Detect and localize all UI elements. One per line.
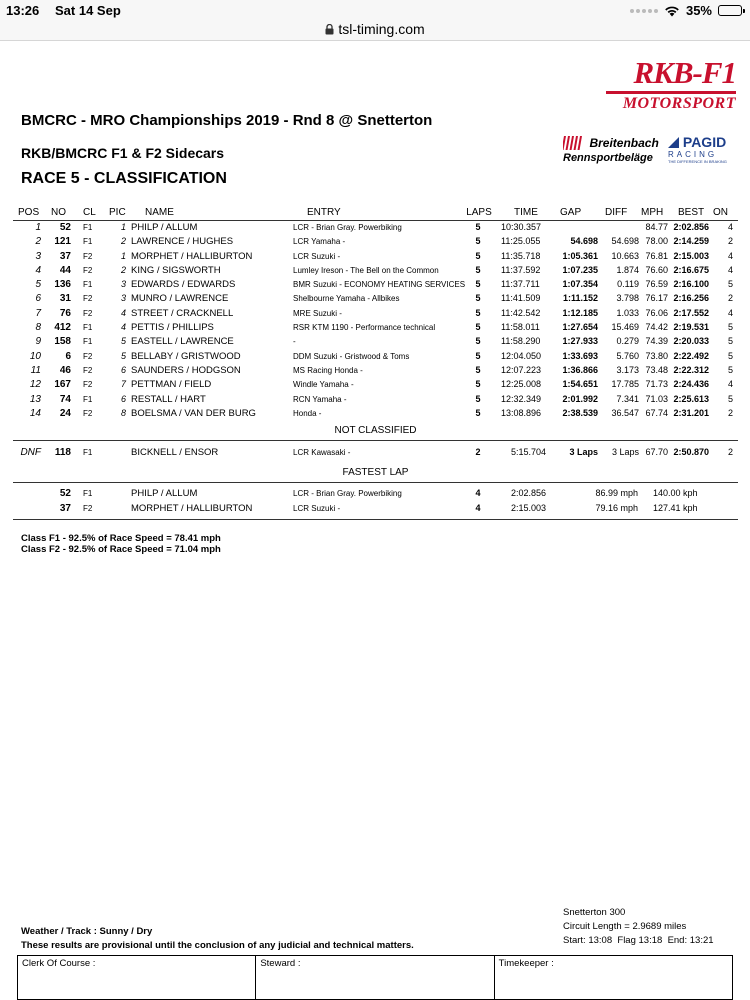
table-row: [13, 264, 738, 278]
cell-time: 11:37.711: [501, 279, 540, 290]
cell-no: 76: [59, 307, 71, 319]
cell-mph: 73.48: [645, 364, 668, 375]
cell-time: 12:25.008: [501, 379, 542, 390]
cell-name: PETTIS / PHILLIPS: [131, 322, 214, 334]
cell-entry: LCR - Brian Gray. Powerbiking: [293, 489, 402, 499]
cell-best: 2:22.312: [673, 364, 709, 375]
cell-pos: 13: [29, 393, 41, 405]
cell-best: 2:50.870: [673, 447, 709, 458]
status-date: Sat 14 Sep: [55, 3, 121, 18]
cell-best: 2:15.003: [673, 250, 709, 261]
cell-best: 2:17.552: [673, 307, 709, 318]
class-title: RKB/BMCRC F1 & F2 Sidecars: [21, 145, 225, 161]
cell-pic: 6: [120, 393, 126, 404]
table-row: [13, 292, 738, 306]
cell-no: 6: [65, 350, 71, 362]
cell-cl: F1: [83, 489, 93, 499]
cell-pic: 8: [120, 407, 126, 418]
table-row: [13, 321, 738, 335]
cell-no: 118: [54, 447, 71, 459]
cell-laps: 2: [475, 447, 481, 458]
col-entry: ENTRY: [307, 207, 341, 218]
col-diff: DIFF: [605, 207, 628, 218]
cell-entry: LCR Kawasaki -: [293, 448, 351, 458]
battery-icon: [718, 5, 742, 16]
cell-entry: LCR Suzuki -: [293, 503, 341, 513]
cell-best: 2:20.033: [673, 336, 709, 347]
cell-no: 52: [59, 222, 71, 233]
table-row: [13, 235, 738, 249]
cell-on: 2: [727, 407, 733, 418]
cell-mph: 84.77: [645, 222, 668, 232]
cell-best: 2:16.256: [673, 293, 709, 304]
cell-gap: 2:01.992: [562, 393, 598, 404]
col-gap: GAP: [560, 207, 582, 218]
cell-cl: F2: [83, 265, 93, 275]
cell-on: 5: [727, 350, 733, 361]
table-row: [13, 350, 738, 364]
cell-laps: 5: [475, 379, 481, 390]
cell-laps: 5: [475, 222, 481, 232]
cell-diff: 7.341: [616, 393, 639, 404]
cell-mph: 76.59: [645, 279, 668, 290]
wifi-icon: [664, 5, 680, 17]
cell-cl: F1: [83, 448, 93, 458]
cell-laps: 5: [475, 279, 481, 290]
cell-gap: 1:27.654: [562, 322, 598, 333]
cell-time: 10:30.357: [501, 222, 542, 232]
cell-pos: DNF: [20, 447, 41, 459]
col-laps: LAPS: [466, 207, 492, 218]
cell-name: BOELSMA / VAN DER BURG: [131, 407, 256, 419]
cell-name: MUNRO / LAWRENCE: [131, 293, 229, 305]
cell-pos: 11: [30, 364, 41, 376]
cell-no: 74: [59, 393, 71, 405]
table-row: [13, 335, 738, 349]
cell-entry: Windle Yamaha -: [293, 380, 354, 390]
cell-pos: 6: [35, 293, 41, 305]
signal-icon: [630, 9, 658, 13]
table-row: [13, 307, 738, 321]
cell-diff: 1.874: [616, 264, 639, 275]
cell-speed-mph: 86.99 mph: [595, 488, 638, 499]
cell-name: EASTELL / LAWRENCE: [131, 336, 234, 348]
breitenbach-tagline: Rennsportbeläge: [563, 152, 653, 164]
cell-entry: LCR Suzuki -: [293, 251, 341, 261]
cell-mph: 74.42: [645, 322, 668, 333]
cell-time: 12:07.223: [501, 364, 542, 375]
race-title: RACE 5 - CLASSIFICATION: [21, 170, 227, 187]
col-mph: MPH: [641, 207, 664, 218]
cell-name: LAWRENCE / HUGHES: [131, 236, 234, 248]
cell-no: 44: [59, 264, 71, 276]
cell-gap: 1:11.152: [562, 293, 598, 304]
cell-diff: 1.033: [616, 307, 639, 318]
cell-diff: 3 Laps: [611, 447, 639, 458]
cell-no: 121: [54, 236, 71, 248]
cell-diff: 15.469: [611, 322, 639, 333]
cell-name: PHILP / ALLUM: [131, 222, 198, 233]
class-f1-speed: Class F1 - 92.5% of Race Speed = 78.41 mph: [21, 533, 221, 544]
fastest-lap-heading: FASTEST LAP: [13, 463, 738, 483]
cell-entry: DDM Suzuki - Gristwood & Toms: [293, 351, 410, 361]
class-speeds: [21, 533, 221, 555]
cell-mph: 71.03: [645, 393, 668, 404]
cell-name: BICKNELL / ENSOR: [131, 447, 219, 459]
cell-gap: 1:12.185: [562, 307, 598, 318]
cell-no: 167: [54, 379, 71, 391]
cell-gap: 1:33.693: [562, 350, 598, 361]
cell-pos: 7: [35, 307, 41, 319]
table-row: [13, 364, 738, 378]
cell-on: 5: [727, 322, 733, 333]
col-time: TIME: [514, 207, 538, 218]
circuit-name: Snetterton 300: [563, 907, 626, 918]
breitenbach-name: Breitenbach: [589, 135, 659, 150]
cell-diff: 0.279: [616, 336, 639, 347]
cell-diff: 17.785: [611, 379, 639, 390]
cell-pos: 3: [35, 250, 41, 262]
fastest-lap-row: [13, 487, 738, 501]
logo-rkb-text: RKB-F1: [633, 55, 736, 90]
table-row: [13, 407, 738, 421]
cell-mph: 76.17: [645, 293, 668, 304]
cell-cl: F2: [83, 351, 93, 361]
cell-time: 11:41.509: [501, 293, 541, 304]
cell-best: 2:22.492: [673, 350, 709, 361]
cell-time: 5:15.704: [511, 447, 547, 458]
cell-diff: 36.547: [611, 407, 639, 418]
cell-cl: F2: [83, 251, 93, 261]
cell-cl: F2: [83, 308, 93, 318]
table-row: [13, 393, 738, 407]
cell-best: 2:31.201: [673, 407, 709, 418]
cell-pos: 2: [35, 236, 41, 248]
col-cl: CL: [83, 207, 96, 218]
weather-track: Weather / Track : Sunny / Dry: [21, 926, 153, 937]
cell-pos: 9: [35, 336, 41, 348]
cell-time: 11:25.055: [501, 236, 541, 247]
cell-entry: Honda -: [293, 408, 322, 418]
cell-pic: 5: [120, 350, 126, 361]
table-row: [13, 250, 738, 264]
cell-entry: LCR Yamaha -: [293, 237, 346, 247]
url-text[interactable]: tsl-timing.com: [338, 21, 425, 37]
cell-cl: F2: [83, 380, 93, 390]
col-pos: POS: [18, 207, 40, 218]
cell-pic: 4: [120, 307, 126, 318]
cell-best: 2:16.675: [673, 264, 709, 275]
cell-no: 158: [54, 336, 71, 348]
cell-speed-kph: 127.41 kph: [653, 502, 698, 513]
logo-motorsport-text: MOTORSPORT: [622, 95, 736, 112]
lock-icon: [325, 24, 334, 35]
cell-diff: 3.798: [616, 293, 639, 304]
battery-percent: 35%: [685, 3, 712, 18]
breitenbach-logo: [563, 134, 663, 164]
cell-pos: 12: [29, 379, 41, 391]
cell-name: STREET / CRACKNELL: [131, 307, 234, 319]
url-bar[interactable]: [0, 19, 750, 41]
cell-entry: BMR Suzuki - ECONOMY HEATING SERVICES: [293, 280, 466, 290]
cell-mph: 76.60: [645, 264, 668, 275]
rkb-f1-logo: [586, 55, 736, 113]
cell-no: 37: [59, 250, 71, 262]
cell-laps: 5: [475, 322, 481, 333]
cell-on: 4: [727, 307, 733, 318]
cell-on: 2: [727, 236, 733, 247]
cell-time: 13:08.896: [501, 407, 542, 418]
cell-name: SAUNDERS / HODGSON: [131, 364, 241, 376]
pagid-name: PAGID: [682, 134, 727, 150]
cell-mph: 67.74: [645, 407, 668, 418]
cell-pic: 6: [120, 364, 126, 375]
pagid-tagline: THE DIFFERENCE IN BRAKING: [668, 159, 727, 164]
cell-pic: 3: [120, 293, 126, 304]
cell-name: RESTALL / HART: [131, 393, 206, 405]
cell-name: MORPHET / HALLIBURTON: [131, 250, 253, 262]
pagid-racing: RACING: [668, 150, 718, 159]
cell-mph: 76.06: [645, 307, 668, 318]
col-name: NAME: [145, 207, 174, 218]
cell-laps: 5: [475, 236, 481, 247]
cell-laps: 5: [475, 350, 481, 361]
cell-mph: 78.00: [645, 236, 668, 247]
cell-time: 2:15.003: [511, 502, 547, 513]
cell-on: 4: [727, 264, 733, 275]
cell-name: KING / SIGSWORTH: [131, 264, 221, 276]
cell-gap: 1:05.361: [562, 250, 598, 261]
cell-pos: 14: [29, 407, 41, 419]
cell-time: 12:32.349: [501, 393, 542, 404]
cell-no: 24: [59, 407, 71, 419]
cell-name: BELLABY / GRISTWOOD: [131, 350, 241, 362]
cell-on: 5: [727, 336, 733, 347]
signature-box: [17, 955, 733, 1000]
cell-time: 11:37.592: [501, 264, 541, 275]
cell-entry: Lumley Ireson - The Bell on the Common: [293, 265, 439, 275]
cell-no: 46: [59, 364, 71, 376]
cell-diff: 10.663: [611, 250, 639, 261]
cell-cl: F1: [83, 280, 93, 290]
cell-cl: F2: [83, 408, 93, 418]
cell-entry: MS Racing Honda -: [293, 365, 363, 375]
cell-no: 37: [59, 502, 71, 514]
cell-entry: MRE Suzuki -: [293, 308, 342, 318]
status-right: [630, 3, 742, 18]
cell-pic: 5: [120, 336, 126, 347]
cell-pos: 1: [35, 222, 41, 233]
cell-cl: F1: [83, 323, 93, 333]
cell-best: 2:02.856: [673, 222, 709, 232]
cell-pic: 1: [120, 250, 126, 261]
pagid-logo: [668, 134, 738, 164]
cell-lap: 4: [475, 488, 481, 499]
cell-time: 11:42.542: [501, 307, 541, 318]
cell-entry: RCN Yamaha -: [293, 394, 347, 404]
cell-gap: 1:36.866: [562, 364, 598, 375]
cell-pos: 8: [35, 322, 41, 334]
cell-speed-mph: 79.16 mph: [595, 502, 638, 513]
cell-on: 4: [727, 379, 733, 390]
event-title: BMCRC - MRO Championships 2019 - Rnd 8 @ Snetterton: [21, 112, 433, 129]
not-classified-heading: NOT CLASSIFIED: [13, 421, 738, 441]
cell-time: 11:35.718: [501, 250, 541, 261]
cell-pic: 2: [120, 264, 126, 275]
cell-cl: F2: [83, 503, 93, 513]
cell-gap: 1:07.235: [562, 264, 598, 275]
cell-laps: 5: [475, 250, 481, 261]
cell-diff: 3.173: [616, 364, 639, 375]
cell-mph: 71.73: [645, 379, 668, 390]
cell-diff: 54.698: [611, 236, 639, 247]
cell-on: 4: [727, 222, 733, 232]
cell-gap: 2:38.539: [562, 407, 598, 418]
cell-laps: 5: [475, 307, 481, 318]
cell-time: 11:58.290: [501, 336, 541, 347]
provisional-note: These results are provisional until the conclusion of any judicial and technical matters.: [21, 940, 414, 951]
cell-name: PHILP / ALLUM: [131, 488, 198, 500]
cell-cl: F1: [83, 394, 93, 404]
cell-time: 11:58.011: [501, 322, 540, 333]
table-row: [13, 221, 738, 235]
cell-laps: 5: [475, 364, 481, 375]
cell-pos: 4: [35, 264, 41, 276]
cell-speed-kph: 140.00 kph: [653, 488, 698, 499]
cell-laps: 5: [475, 393, 481, 404]
col-best: BEST: [678, 207, 705, 218]
results-body: [13, 221, 738, 421]
steward-field: Steward :: [256, 956, 494, 999]
cell-on: 2: [727, 293, 733, 304]
clerk-of-course-field: Clerk Of Course :: [18, 956, 256, 999]
cell-entry: LCR - Brian Gray. Powerbiking: [293, 223, 402, 232]
cell-lap: 4: [475, 502, 481, 513]
logo-swoosh: [606, 91, 736, 94]
cell-pos: 5: [35, 279, 41, 291]
race-times: Start: 13:08 Flag 13:18 End: 13:21: [563, 935, 714, 946]
cell-best: 2:19.531: [673, 322, 709, 333]
cell-gap: 1:27.933: [562, 336, 598, 347]
breitenbach-stripes-icon: [563, 136, 585, 150]
cell-mph: 74.39: [645, 336, 668, 347]
table-header: [13, 206, 738, 221]
cell-name: EDWARDS / EDWARDS: [131, 279, 236, 291]
cell-no: 52: [59, 488, 71, 500]
cell-diff: 5.760: [616, 350, 639, 361]
cell-laps: 5: [475, 336, 481, 347]
cell-name: MORPHET / HALLIBURTON: [131, 502, 253, 514]
cell-pic: 4: [120, 322, 126, 333]
cell-gap: 1:54.651: [562, 379, 598, 390]
table-row: [13, 278, 738, 292]
cell-cl: F1: [83, 237, 93, 247]
cell-cl: F1: [83, 223, 93, 232]
cell-laps: 5: [475, 264, 481, 275]
cell-no: 136: [54, 279, 71, 291]
cell-mph: 73.80: [645, 350, 668, 361]
cell-gap: 3 Laps: [569, 447, 598, 458]
cell-on: 5: [727, 279, 733, 290]
cell-mph: 76.81: [645, 250, 668, 261]
cell-best: 2:25.613: [673, 393, 709, 404]
cell-pic: 7: [120, 379, 126, 390]
circuit-info: [563, 906, 714, 948]
cell-gap: 54.698: [570, 236, 598, 247]
col-on: ON: [713, 207, 728, 218]
table-row: [13, 446, 738, 460]
cell-diff: 0.119: [617, 279, 639, 290]
cell-mph: 67.70: [645, 447, 668, 458]
results-table: [13, 206, 738, 520]
cell-time: 12:04.050: [501, 350, 542, 361]
cell-pic: 3: [120, 279, 126, 290]
circuit-length: Circuit Length = 2.9689 miles: [563, 921, 687, 932]
col-pic: PIC: [109, 207, 126, 218]
document-header: [21, 111, 432, 189]
cell-best: 2:14.259: [673, 236, 709, 247]
cell-on: 5: [727, 364, 733, 375]
status-time: 13:26: [6, 3, 40, 18]
pagid-mark-icon: [668, 137, 679, 148]
col-no: NO: [51, 207, 66, 218]
cell-entry: Shelbourne Yamaha - Allbikes: [293, 294, 400, 304]
cell-pos: 10: [29, 350, 41, 362]
cell-no: 412: [54, 322, 71, 334]
cell-entry: -: [293, 337, 296, 347]
timekeeper-field: Timekeeper :: [498, 958, 554, 969]
cell-laps: 5: [475, 407, 481, 418]
table-row: [13, 378, 738, 392]
cell-best: 2:24.436: [673, 379, 709, 390]
cell-on: 5: [727, 393, 733, 404]
fastest-lap-row: [13, 502, 738, 516]
footer-notes: [21, 925, 414, 953]
cell-name: PETTMAN / FIELD: [131, 379, 212, 391]
cell-gap: 1:07.354: [562, 279, 598, 290]
cell-best: 2:16.100: [673, 279, 709, 290]
cell-pic: 1: [120, 222, 126, 232]
cell-laps: 5: [475, 293, 481, 304]
cell-time: 2:02.856: [511, 488, 547, 499]
cell-entry: RSR KTM 1190 - Performance technical: [293, 323, 436, 333]
cell-cl: F2: [83, 365, 93, 375]
class-f2-speed: Class F2 - 92.5% of Race Speed = 71.04 mph: [21, 544, 221, 555]
cell-cl: F2: [83, 294, 93, 304]
cell-no: 31: [59, 293, 71, 305]
cell-cl: F1: [83, 337, 93, 347]
cell-on: 2: [727, 447, 733, 458]
cell-pic: 2: [120, 236, 126, 247]
cell-on: 4: [727, 250, 733, 261]
